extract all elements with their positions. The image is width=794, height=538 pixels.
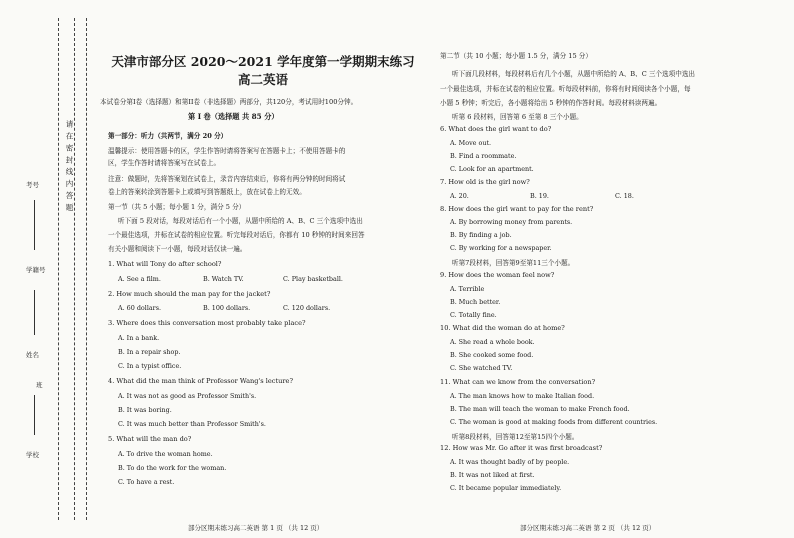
directions: 听下面 5 段对话，每段对话后有一个小题，从题中所给的 A、B、C 三个选项中选出	[118, 217, 363, 225]
question: 4. What did the man think of Professor Wang's lecture?	[108, 377, 293, 385]
directions: 一个最佳选项，并标在试卷的相应位置。听完每段对话后，你都有 10 秒钟的时间来回答	[108, 231, 365, 239]
directions: 听第8段材料，回答第12至第15四个小题。	[452, 433, 579, 441]
school-label: 学校	[26, 451, 39, 459]
fill-line	[34, 395, 35, 435]
option: B. It was not liked at first.	[450, 471, 535, 479]
tip-text: 温馨提示：使用答题卡的区，学生作答时请将答案写在答题卡上；不使用答题卡的	[108, 147, 346, 155]
tip-text: 区，学生作答时请将答案写在试卷上。	[108, 159, 221, 167]
volume-heading: 第 I 卷（选择题 共 85 分）	[188, 112, 279, 121]
exam-number-label: 考号	[26, 181, 39, 189]
option: A. By borrowing money from parents.	[450, 218, 573, 226]
seal-line	[58, 18, 59, 520]
option: C. In a typist office.	[118, 362, 182, 370]
directions: 一个最佳选项，并标在试卷的相应位置。听每段材料前，你将有时间阅读各个小题，每	[440, 85, 691, 93]
fill-line	[34, 290, 35, 335]
option: B. 100 dollars.	[203, 304, 251, 312]
option: B. She cooked some food.	[450, 351, 534, 359]
option: C. It became popular immediately.	[450, 484, 562, 492]
fill-line	[34, 200, 35, 250]
option: A. Move out.	[450, 139, 492, 147]
option: B. By finding a job.	[450, 231, 512, 239]
seal-warning: 请 在 密 封 线 内 答 题	[65, 120, 74, 212]
name-label: 姓名	[26, 351, 39, 359]
option: C. It was much better than Professor Smith's.	[118, 420, 266, 428]
option: B. It was boring.	[118, 406, 172, 414]
page-1	[100, 0, 418, 538]
exam-title: 天津市部分区 2020～2021 学年度第一学期期末练习	[111, 54, 415, 69]
question: 6. What does the girl want to do?	[440, 125, 552, 133]
directions: 有关小题和阅读下一小题，每段对话仅读一遍。	[108, 245, 247, 253]
option: C. To have a rest.	[118, 478, 175, 486]
option: B. To do the work for the woman.	[118, 464, 227, 472]
part-heading: 第一部分：听力（共两节，满分 20 分）	[108, 132, 228, 140]
option: B. Watch TV.	[203, 275, 244, 283]
option: A. The man knows how to make Italian food.	[450, 392, 595, 400]
option: A. To drive the woman home.	[118, 450, 213, 458]
page-footer: 部分区期末练习高二英语 第 1 页 （共 12 页）	[188, 524, 324, 532]
class-label: 班	[36, 381, 43, 389]
binding-strip	[0, 0, 90, 538]
directions: 听第7段材料，回答第9至第11三个小题。	[452, 259, 575, 267]
question: 10. What did the woman do at home?	[440, 324, 565, 332]
directions: 小题 5 秒钟；听完后，各小题将给出 5 秒钟的作答时间。每段材料读两遍。	[440, 99, 662, 107]
option: A. It was thought badly of by people.	[450, 458, 570, 466]
section-heading: 第二节（共 10 小题；每小题 1.5 分，满分 15 分）	[440, 52, 592, 60]
question: 1. What will Tony do after school?	[108, 260, 222, 268]
section-heading: 第一节（共 5 小题；每小题 1 分，满分 5 分）	[108, 203, 246, 211]
option: C. The woman is good at making foods from different countries.	[450, 418, 658, 426]
question: 3. Where does this conversation most probably take place?	[108, 319, 306, 327]
question: 2. How much should the man pay for the jacket?	[108, 290, 271, 298]
option: B. The man will teach the woman to make French food.	[450, 405, 630, 413]
option: A. She read a whole book.	[450, 338, 535, 346]
option: C. Totally fine.	[450, 311, 497, 319]
page-footer: 部分区期末练习高二英语 第 2 页 （共 12 页）	[520, 524, 656, 532]
note-text: 卷上的答案转涂到答题卡上或填写到答题纸上，放在试卷上的无效。	[108, 188, 306, 196]
question: 9. How does the woman feel now?	[440, 271, 555, 279]
option: A. It was not as good as Professor Smith's.	[118, 392, 257, 400]
option: C. Play basketball.	[283, 275, 343, 283]
option: B. 19.	[530, 192, 549, 200]
directions: 听第 6 段材料，回答第 6 至第 8 三个小题。	[452, 113, 583, 121]
page-2	[440, 0, 780, 538]
seal-line	[86, 18, 87, 520]
option: C. Look for an apartment.	[450, 165, 534, 173]
question: 11. What can we know from the conversation?	[440, 378, 596, 386]
option: B. In a repair shop.	[118, 348, 181, 356]
option: C. 18.	[615, 192, 634, 200]
intro-text: 本试卷分第I卷（选择题）和第II卷（非选择题）两部分，共120分，考试用时100分钟。	[100, 98, 358, 106]
option: B. Find a roommate.	[450, 152, 517, 160]
question: 8. How does the girl want to pay for the rent?	[440, 205, 594, 213]
option: A. See a film.	[118, 275, 161, 283]
student-id-label: 学籍号	[26, 266, 46, 274]
option: C. She watched TV.	[450, 364, 513, 372]
question: 7. How old is the girl now?	[440, 178, 530, 186]
option: A. 20.	[450, 192, 469, 200]
question: 5. What will the man do?	[108, 435, 192, 443]
option: A. Terrible	[450, 285, 485, 293]
note-text: 注意：做题时，先将答案划在试卷上，录音内容结束后，你将有两分钟的时间将试	[108, 175, 346, 183]
option: C. 120 dollars.	[283, 304, 331, 312]
exam-subtitle: 高二英语	[237, 72, 288, 87]
directions: 听下面几段材料，每段材料后有几个小题，从题中所给的 A、B、C 三个选项中选出	[452, 70, 696, 78]
question: 12. How was Mr. Go after it was first broadcast?	[440, 444, 603, 452]
option: C. By working for a newspaper.	[450, 244, 552, 252]
option: A. 60 dollars.	[118, 304, 162, 312]
option: A. In a bank.	[118, 334, 160, 342]
option: B. Much better.	[450, 298, 501, 306]
